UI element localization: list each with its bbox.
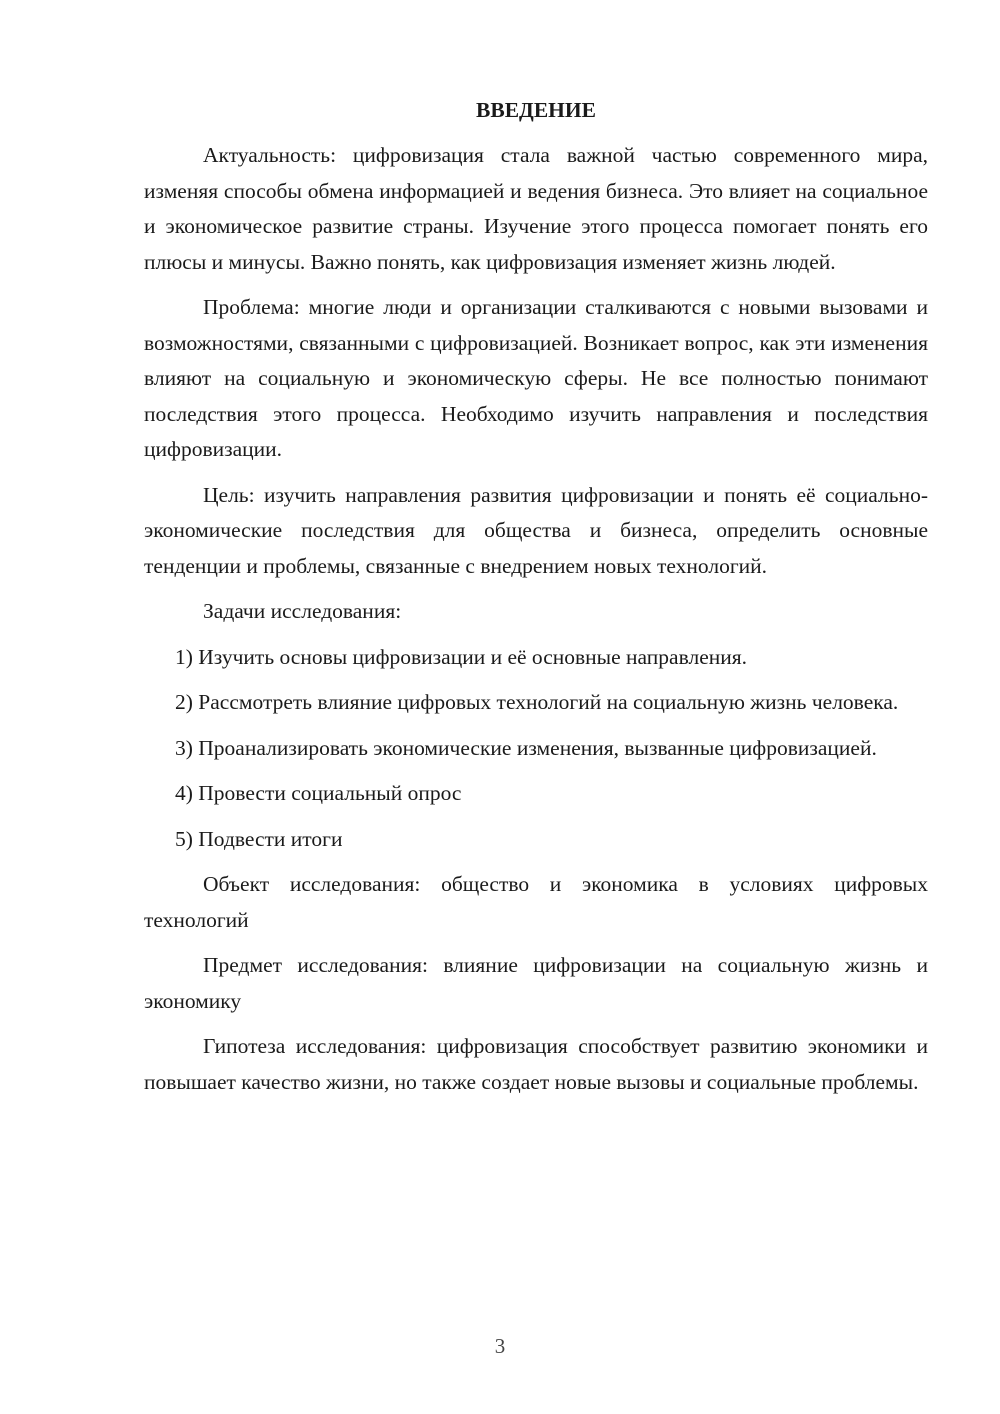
task-item-2: 2) Рассмотреть влияние цифровых технологий на социальную жизнь человека.	[175, 690, 899, 714]
paragraph-hypothesis: Гипотеза исследования: цифровизация способствует развитию экономики и повышает качество жизни, но также создает новые вызовы и социальные проблемы.	[144, 1034, 928, 1094]
task-item-1: 1) Изучить основы цифровизации и её основные направления.	[175, 644, 748, 669]
paragraph-subject: Предмет исследования: влияние цифровизации на социальную жизнь и экономику	[144, 953, 928, 1013]
paragraph-object: Объект исследования: общество и экономика в условиях цифровых технологий	[144, 872, 928, 932]
page-title: ВВЕДЕНИЕ	[476, 98, 596, 122]
task-item-4: 4) Провести социальный опрос	[175, 781, 462, 805]
task-item-5: 5) Подвести итоги	[175, 826, 343, 851]
document-page	[144, 92, 928, 1110]
paragraph-goal: Цель: изучить направления развития цифровизации и понять её социально-экономические последствия для общества и бизнеса, определить основные тенденции и проблемы, связанные с внедрением новых технологий.	[144, 482, 928, 578]
paragraph-relevance: Актуальность: цифровизация стала важной частью современного мира, изменяя способы обмена информацией и ведения бизнеса. Это влияет на социальное и экономическое развитие страны. Изучение этого процесса помогает понять его плюсы и минусы. Важно понять, как цифровизация изменяет жизнь людей.	[144, 143, 928, 274]
page-number: 3	[494, 1334, 506, 1358]
paragraph-problem: Проблема: многие люди и организации сталкиваются с новыми вызовами и возможностями, связанными с цифровизацией. Возникает вопрос, как эти изменения влияют на социальную и экономическую сферы. Не все полностью понимают последствия этого процесса. Необходимо изучить направления и последствия цифровизации.	[144, 295, 928, 461]
task-item-3: 3) Проанализировать экономические изменения, вызванные цифровизацией.	[175, 735, 877, 760]
tasks-heading: Задачи исследования:	[203, 599, 402, 623]
